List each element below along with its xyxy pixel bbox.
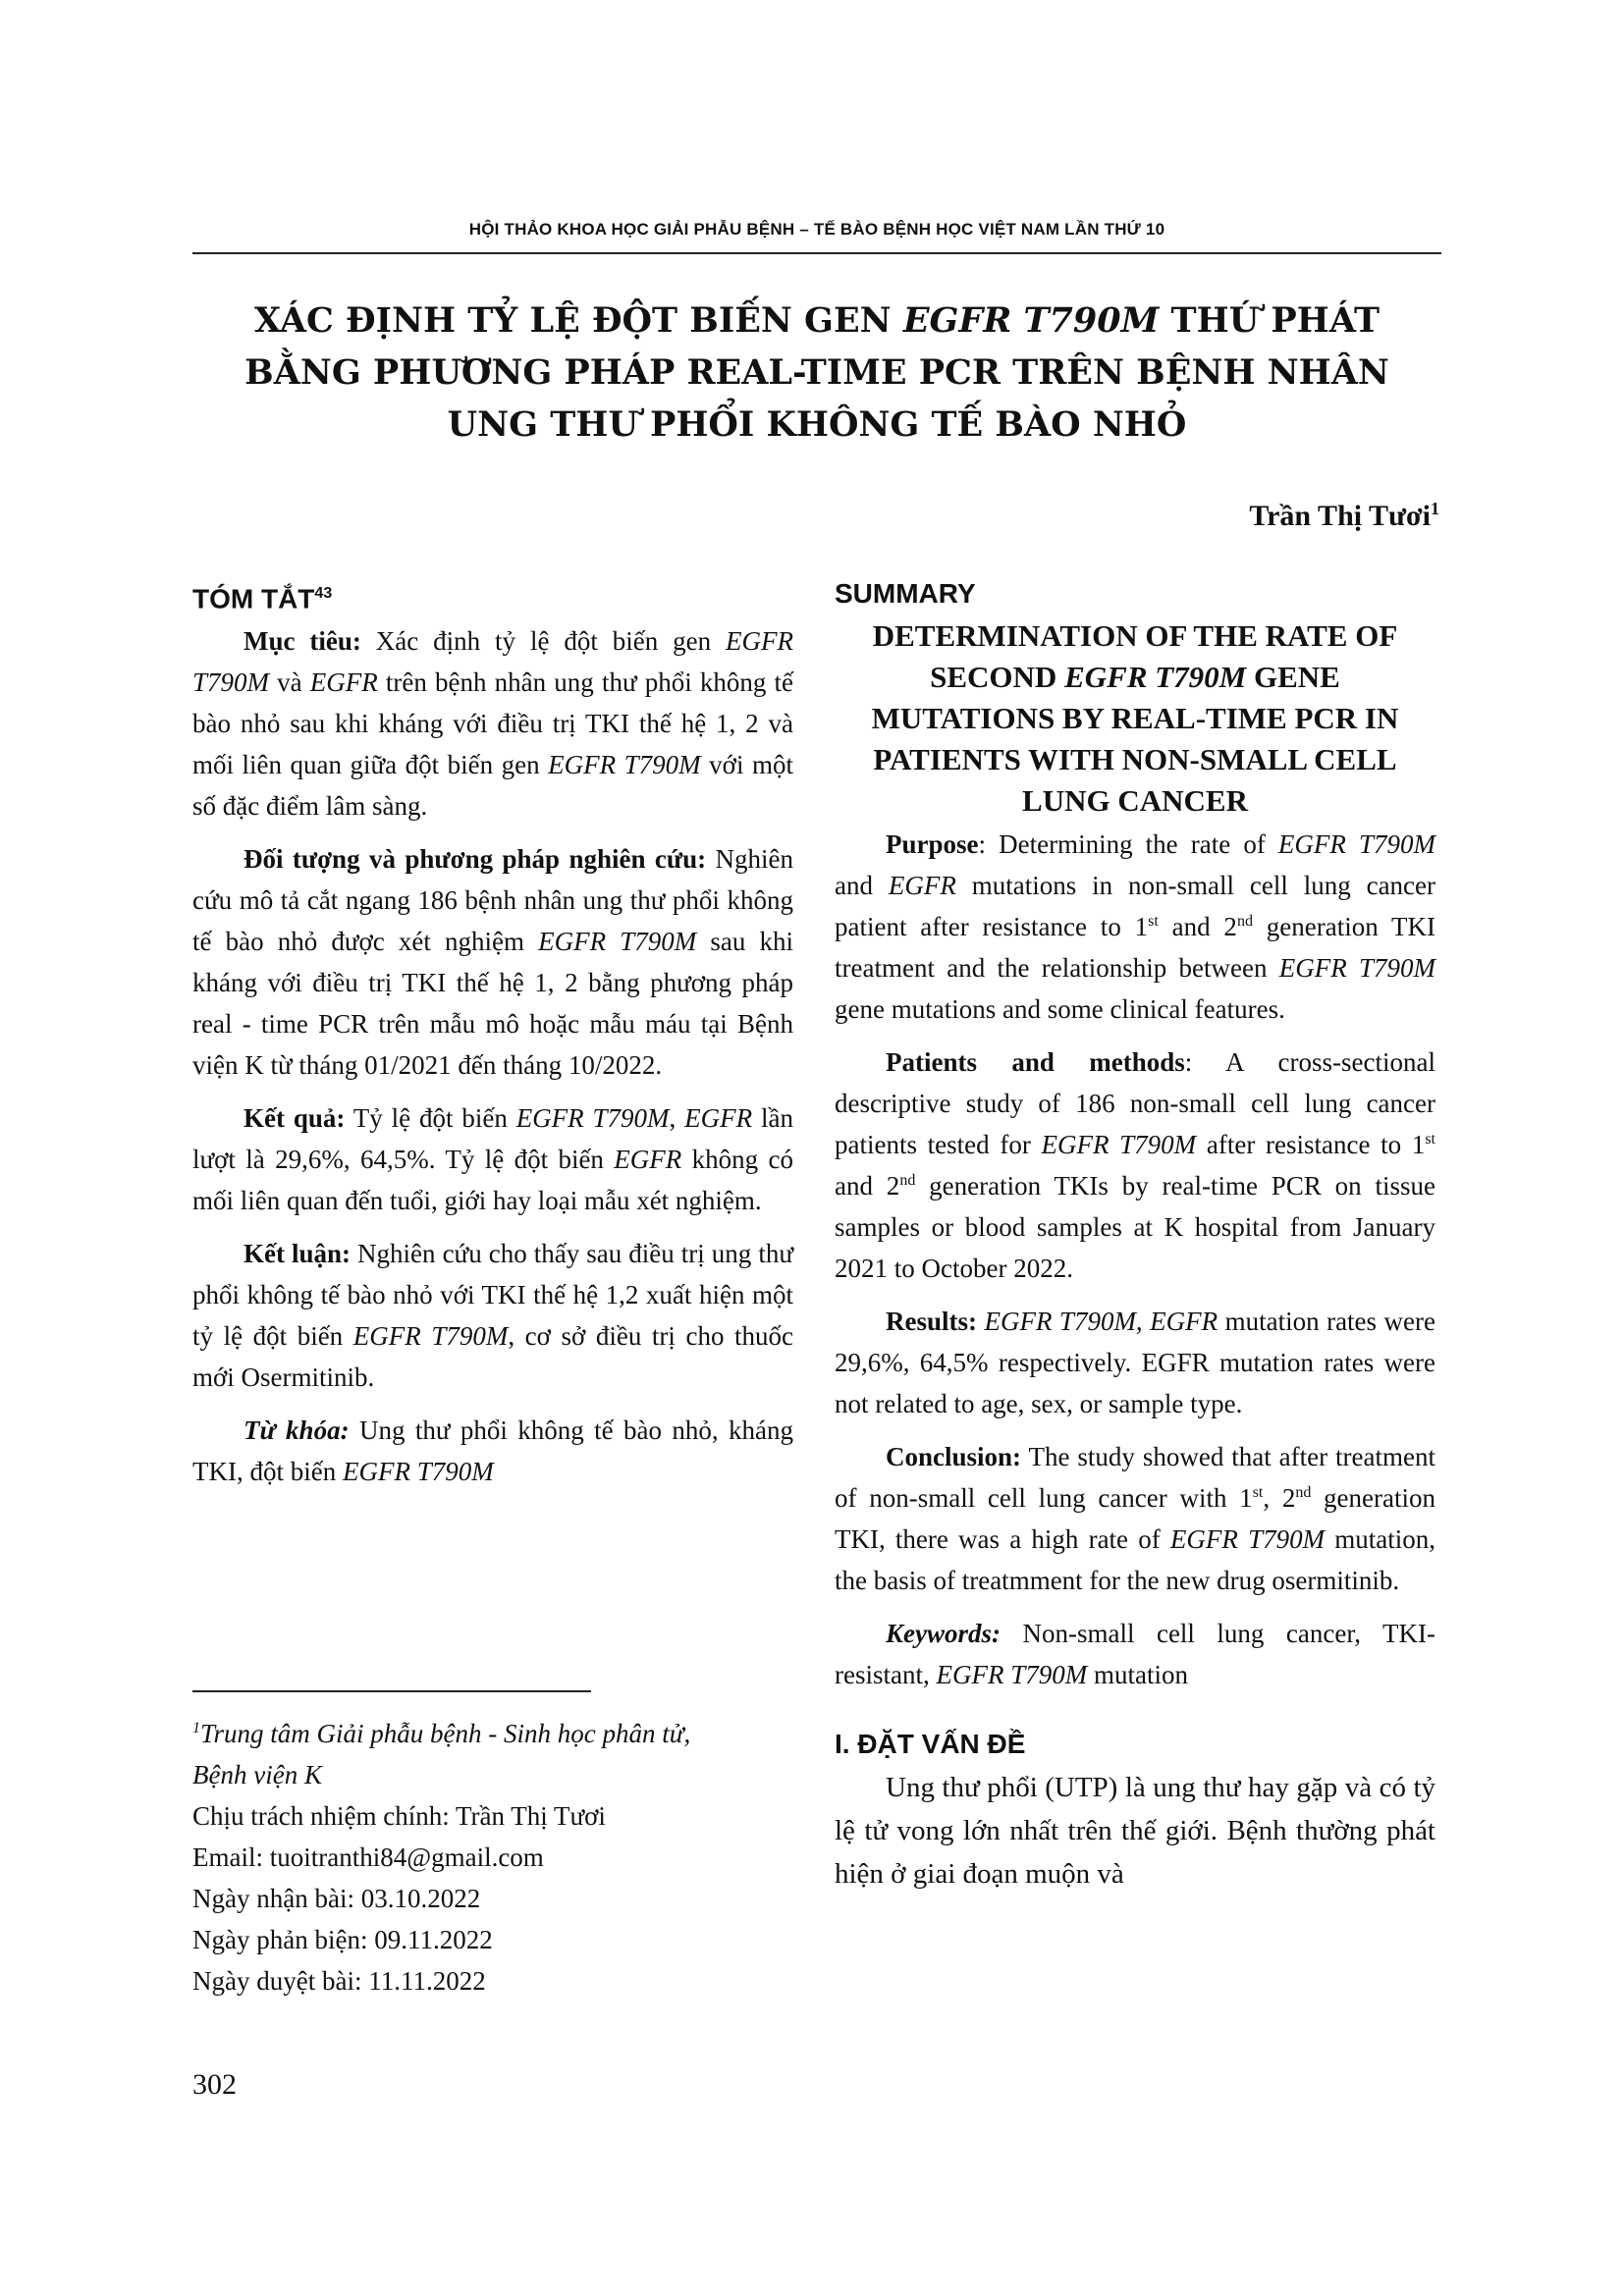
keywords-paragraph: Từ khóa: Ung thư phổi không tế bào nhỏ, kháng TKI, đột biến EGFR T790M [192, 1415, 793, 1487]
footnotes [192, 1708, 821, 2002]
author [1249, 499, 1439, 533]
section-1-heading: I. ĐẶT VẤN ĐỀ [835, 1729, 1026, 1759]
author-affil-mark: 1 [1431, 499, 1439, 518]
results-en-paragraph: Results: EGFR T790M, EGFR mutation rates were 29,6%, 64,5% respectively. EGFR mutation rates were not related to age, sex, or sample type. [835, 1307, 1435, 1418]
conclusion-paragraph: Kết luận: Nghiên cứu cho thấy sau điều trị ung thư phổi không tế bào nhỏ với TKI thế hệ 1,2 xuất hiện một tỷ lệ đột biến EGFR T790M, cơ sở điều trị cho thuốc mới Osermitinib. [192, 1239, 793, 1393]
footnote-rule [192, 1690, 591, 1692]
title-gene: EGFR T790M [902, 300, 1160, 341]
header-rule [192, 252, 1441, 254]
patients-methods-paragraph: Patients and methods: A cross-sectional descriptive study of 186 non-small cell lung cancer patients tested for EGFR T790M after resistance to 1st and 2nd generation TKIs by real-time PCR on tissue samples or blood samples at K hospital from January 2021 to October 2022. [835, 1047, 1435, 1283]
abstract-vi [192, 574, 793, 1504]
results-paragraph: Kết quả: Tỷ lệ đột biến EGFR T790M, EGFR lần lượt là 29,6%, 64,5%. Tỷ lệ đột biến EGFR không có mối liên quan đến tuổi, giới hay loại mẫu xét nghiệm. [192, 1103, 794, 1216]
summary-heading: SUMMARY [835, 578, 976, 609]
purpose-paragraph: Purpose: Determining the rate of EGFR T790M and EGFR mutations in non-small cell lung cancer patient after resistance to 1st and 2nd generation TKI treatment and the relationship between EGFR T790M gene mutations and some clinical features. [835, 829, 1436, 1024]
affiliation-line-2: Bệnh viện K [192, 1760, 322, 1789]
title-line-2: BẰNG PHƯƠNG PHÁP REAL-TIME PCR TRÊN BỆNH NHÂN [244, 352, 1389, 393]
section-1-text: Ung thư phổi (UTP) là ung thư hay gặp và có tỷ lệ tử vong lớn nhất trên thế giới. Bệnh thường phát hiện ở giai đoạn muộn và [835, 1772, 1435, 1890]
received-date: Ngày nhận bài: 03.10.2022 [192, 1884, 481, 1913]
author-name: Trần Thị Tươi [1249, 500, 1431, 532]
reviewed-date: Ngày phản biện: 09.11.2022 [192, 1925, 493, 1954]
abstract-vi-heading: TÓM TẮT$^{43}$ [192, 583, 333, 614]
accepted-date: Ngày duyệt bài: 11.11.2022 [192, 1966, 486, 1996]
article-title [192, 294, 1441, 451]
title-line-3: UNG THƯ PHỔI KHÔNG TẾ BÀO NHỎ [447, 404, 1187, 445]
abstract-en [835, 574, 1435, 1907]
page-number: 302 [192, 2068, 237, 2101]
conclusion-en-paragraph: Conclusion: The study showed that after treatment of non-small cell lung cancer with 1st, 2nd generation TKI, there was a high rate of EGFR T790M mutation, the basis of treatmment for the new drug osermitinib. [835, 1442, 1436, 1595]
english-title: DETERMINATION OF THE RATE OF SECOND EGFR T790M GENE MUTATIONS BY REAL-TIME PCR IN PATIENTS WITH NON-SMALL CELL LUNG CANCER [871, 618, 1399, 818]
running-header: HỘI THẢO KHOA HỌC GIẢI PHẪU BỆNH – TẾ BÀO BỆNH HỌC VIỆT NAM LẦN THỨ 10 [468, 220, 1165, 239]
email: Email: tuoitranthi84@gmail.com [192, 1842, 544, 1872]
responsible-author: Chịu trách nhiệm chính: Trần Thị Tươi [192, 1801, 606, 1831]
methods-paragraph: Đối tượng và phương pháp nghiên cứu: Nghiên cứu mô tả cắt ngang 186 bệnh nhân ung thư phổi không tế bào nhỏ được xét nghiệm EGFR T790M sau khi kháng với điều trị TKI thế hệ 1, 2 bằng phương pháp real - time PCR trên mẫu mô hoặc mẫu máu tại Bệnh viện K từ tháng 01/2021 đến tháng 10/2022. [192, 844, 794, 1081]
objective-paragraph: Mục tiêu: Xác định tỷ lệ đột biến gen EGFR T790M và EGFR trên bệnh nhân ung thư phổi không tế bào nhỏ sau khi kháng với điều trị TKI thế hệ 1, 2 và mối liên quan giữa đột biến gen EGFR T790M với một số đặc điểm lâm sàng. [192, 626, 793, 822]
keywords-en-paragraph: Keywords: Non-small cell lung cancer, TKI-resistant, EGFR T790M mutation [835, 1619, 1435, 1689]
affiliation-line-1: $^1$Trung tâm Giải phẫu bệnh - Sinh học phân tử, [192, 1719, 691, 1748]
title-line-1: XÁC ĐỊNH TỶ LỆ ĐỘT BIẾN GEN EGFR T790M THỨ PHÁT [253, 300, 1380, 341]
